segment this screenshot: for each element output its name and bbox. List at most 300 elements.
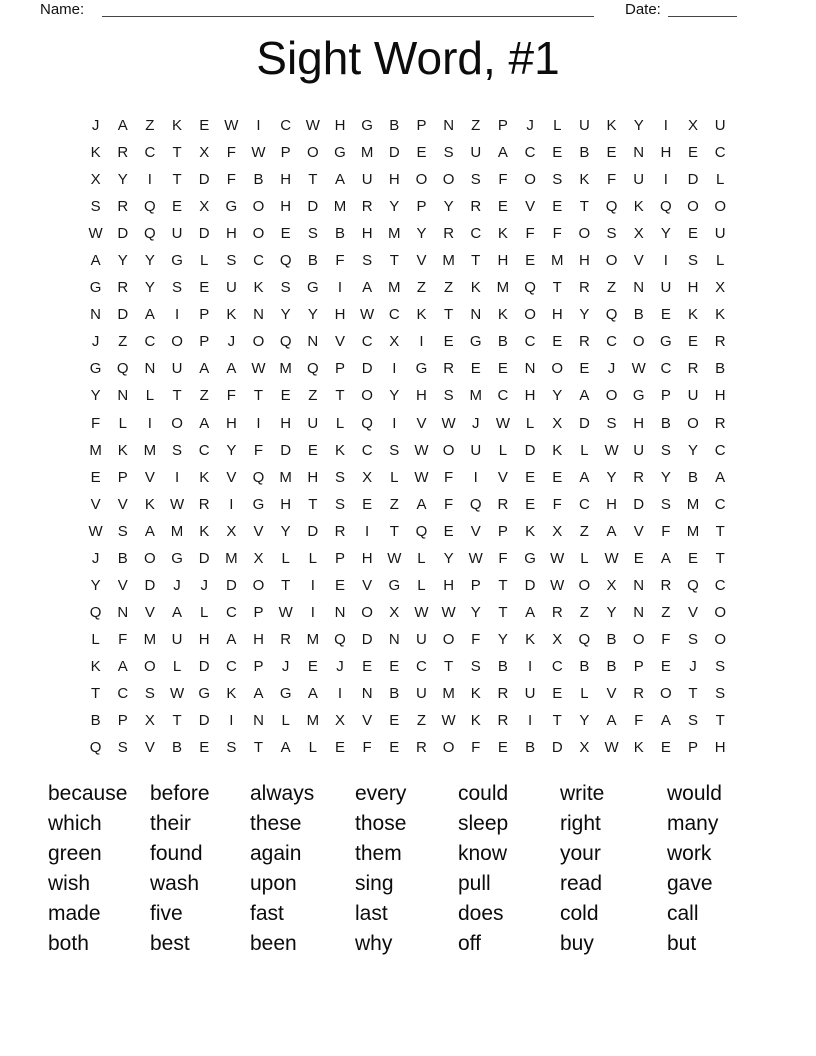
grid-cell: B bbox=[497, 657, 508, 675]
grid-cell: H bbox=[198, 630, 210, 648]
grid-cell: K bbox=[633, 739, 644, 757]
grid-cell: J bbox=[173, 576, 181, 594]
grid-cell: N bbox=[117, 603, 129, 621]
grid-cell: A bbox=[199, 414, 210, 432]
word-item: their bbox=[150, 811, 191, 835]
grid-cell: T bbox=[90, 685, 101, 702]
grid-cell: S bbox=[470, 657, 481, 675]
grid-cell: G bbox=[198, 685, 211, 702]
grid-cell: M bbox=[496, 279, 510, 297]
grid-cell: K bbox=[470, 279, 481, 297]
name-label: Name: bbox=[40, 1, 85, 18]
grid-cell: V bbox=[334, 333, 345, 351]
word-item: sleep bbox=[458, 811, 509, 835]
grid-cell: J bbox=[472, 414, 480, 432]
grid-cell: S bbox=[688, 252, 699, 270]
grid-cell: Q bbox=[89, 739, 102, 757]
grid-cell: A bbox=[307, 685, 318, 702]
grid-cell: X bbox=[90, 171, 101, 189]
grid-cell: F bbox=[335, 252, 345, 270]
grid-cell: L bbox=[145, 387, 155, 405]
grid-cell: U bbox=[524, 685, 536, 702]
grid-cell: E bbox=[199, 739, 210, 757]
grid-cell: F bbox=[661, 630, 671, 648]
grid-cell: Q bbox=[306, 360, 319, 378]
grid-cell: U bbox=[225, 279, 237, 297]
grid-cell: C bbox=[198, 441, 210, 459]
grid-cell: M bbox=[225, 549, 238, 567]
grid-cell: C bbox=[280, 117, 292, 135]
grid-cell: A bbox=[172, 603, 183, 621]
grid-cell: R bbox=[497, 495, 509, 513]
grid-cell: O bbox=[144, 657, 156, 675]
grid-cell: X bbox=[552, 414, 563, 432]
grid-cell: Q bbox=[415, 522, 428, 540]
grid-cell: K bbox=[253, 279, 264, 297]
grid-cell: W bbox=[169, 685, 185, 702]
grid-cell: O bbox=[442, 441, 455, 459]
grid-cell: R bbox=[117, 279, 129, 297]
grid-cell: D bbox=[687, 171, 699, 189]
grid-cell: E bbox=[525, 252, 536, 270]
grid-cell: T bbox=[172, 387, 182, 405]
word-item: wash bbox=[150, 871, 200, 895]
word-item: read bbox=[560, 871, 603, 895]
grid-cell: D bbox=[117, 225, 129, 243]
word-item: five bbox=[150, 901, 183, 925]
word-item: green bbox=[48, 841, 102, 865]
grid-cell: E bbox=[552, 198, 563, 216]
grid-cell: G bbox=[524, 549, 536, 567]
grid-cell: J bbox=[607, 360, 616, 378]
word-list-column bbox=[355, 779, 458, 958]
grid-cell: N bbox=[253, 306, 264, 324]
grid-cell: E bbox=[199, 279, 210, 297]
grid-cell: H bbox=[633, 414, 645, 432]
word-item: your bbox=[560, 841, 601, 865]
word-item: best bbox=[150, 931, 190, 955]
grid-cell: S bbox=[307, 225, 318, 243]
grid-cell: D bbox=[198, 225, 210, 243]
grid-cell: B bbox=[579, 144, 590, 162]
grid-cell: H bbox=[361, 549, 373, 567]
grid-cell: N bbox=[633, 279, 645, 297]
grid-cell: P bbox=[660, 387, 671, 405]
grid-cell: P bbox=[416, 117, 427, 135]
grid-cell: R bbox=[714, 333, 726, 351]
grid-cell: A bbox=[144, 306, 155, 324]
grid-cell: O bbox=[442, 739, 455, 757]
grid-cell: Y bbox=[226, 441, 237, 459]
grid-cell: S bbox=[688, 630, 699, 648]
grid-cell: X bbox=[253, 549, 264, 567]
grid-cell: B bbox=[172, 739, 183, 757]
grid-cell: F bbox=[253, 441, 264, 459]
grid-cell: Y bbox=[389, 198, 400, 216]
grid-cell: T bbox=[335, 387, 345, 405]
grid-cell: U bbox=[714, 225, 726, 243]
grid-cell: H bbox=[334, 306, 346, 324]
grid-cell: A bbox=[280, 739, 291, 757]
grid-cell: O bbox=[605, 252, 618, 270]
letter-grid bbox=[82, 112, 734, 761]
grid-cell: M bbox=[306, 630, 320, 648]
grid-cell: A bbox=[334, 171, 345, 189]
grid-cell: M bbox=[143, 441, 157, 459]
grid-cell: S bbox=[144, 685, 155, 702]
grid-cell: E bbox=[552, 685, 563, 702]
grid-cell: R bbox=[117, 198, 129, 216]
grid-cell: J bbox=[91, 117, 100, 135]
grid-cell: T bbox=[253, 739, 264, 757]
grid-cell: I bbox=[256, 117, 261, 135]
grid-cell: C bbox=[225, 657, 237, 675]
word-item: does bbox=[458, 901, 504, 925]
grid-cell: I bbox=[663, 117, 668, 135]
grid-cell: U bbox=[633, 171, 645, 189]
grid-cell: S bbox=[389, 441, 400, 459]
grid-cell: X bbox=[144, 712, 155, 730]
grid-cell: U bbox=[470, 144, 482, 162]
grid-cell: X bbox=[633, 225, 644, 243]
grid-cell: V bbox=[144, 739, 155, 757]
grid-cell: S bbox=[660, 495, 671, 513]
grid-cell: K bbox=[334, 441, 345, 459]
grid-cell: T bbox=[579, 198, 589, 216]
grid-cell: I bbox=[392, 360, 397, 378]
grid-cell: B bbox=[389, 117, 400, 135]
grid-cell: G bbox=[171, 549, 183, 567]
grid-cell: H bbox=[714, 387, 726, 405]
grid-cell: P bbox=[117, 468, 128, 486]
grid-cell: O bbox=[660, 685, 672, 702]
grid-cell: F bbox=[226, 387, 236, 405]
grid-cell: R bbox=[443, 360, 455, 378]
grid-cell: X bbox=[334, 712, 345, 730]
grid-cell: X bbox=[389, 603, 400, 621]
grid-cell: O bbox=[687, 198, 699, 216]
grid-cell: R bbox=[334, 522, 346, 540]
grid-cell: K bbox=[579, 171, 590, 189]
grid-cell: I bbox=[527, 657, 533, 675]
grid-cell: K bbox=[144, 495, 155, 513]
grid-cell: S bbox=[552, 171, 563, 189]
grid-cell: Q bbox=[687, 576, 699, 594]
grid-cell: Q bbox=[660, 198, 672, 216]
grid-cell: F bbox=[606, 171, 617, 189]
grid-cell: G bbox=[632, 387, 645, 405]
grid-cell: W bbox=[305, 117, 320, 135]
word-item: fast bbox=[250, 901, 284, 925]
grid-cell: C bbox=[714, 576, 726, 594]
grid-cell: E bbox=[660, 657, 671, 675]
grid-cell: V bbox=[470, 522, 481, 540]
grid-cell: O bbox=[687, 414, 699, 432]
grid-cell: E bbox=[280, 225, 291, 243]
puzzle-title: Sight Word, #1 bbox=[256, 32, 560, 84]
grid-cell: W bbox=[278, 603, 293, 621]
grid-cell: J bbox=[91, 549, 100, 567]
grid-cell: L bbox=[553, 117, 562, 135]
grid-cell: A bbox=[117, 117, 128, 135]
grid-cell: D bbox=[198, 657, 210, 675]
grid-cell: K bbox=[497, 306, 508, 324]
grid-cell: D bbox=[578, 414, 590, 432]
grid-cell: E bbox=[497, 198, 508, 216]
word-item: work bbox=[667, 841, 712, 865]
grid-cell: A bbox=[226, 630, 237, 648]
grid-cell: Q bbox=[469, 495, 482, 513]
grid-cell: K bbox=[525, 522, 536, 540]
grid-cell: Q bbox=[334, 630, 346, 648]
grid-cell: M bbox=[469, 387, 483, 405]
grid-cell: E bbox=[334, 576, 345, 594]
grid-cell: R bbox=[416, 739, 427, 757]
grid-cell: U bbox=[416, 630, 427, 648]
grid-cell: O bbox=[442, 630, 455, 648]
grid-cell: A bbox=[90, 252, 101, 270]
grid-cell: Q bbox=[279, 333, 292, 351]
grid-cell: Y bbox=[470, 603, 481, 621]
grid-cell: U bbox=[171, 630, 183, 648]
word-list-column bbox=[458, 779, 560, 958]
grid-cell: X bbox=[715, 279, 726, 297]
word-item: those bbox=[355, 811, 407, 835]
grid-cell: E bbox=[660, 306, 671, 324]
grid-cell: O bbox=[442, 171, 455, 189]
grid-cell: P bbox=[117, 712, 128, 730]
grid-cell: L bbox=[417, 576, 426, 594]
grid-cell: S bbox=[172, 441, 183, 459]
grid-cell: O bbox=[252, 225, 265, 243]
grid-cell: A bbox=[715, 468, 726, 486]
grid-cell: H bbox=[714, 739, 726, 757]
grid-cell: W bbox=[251, 144, 266, 162]
grid-cell: C bbox=[388, 306, 400, 324]
grid-cell: L bbox=[580, 549, 589, 567]
grid-cell: V bbox=[226, 468, 237, 486]
grid-cell: X bbox=[688, 117, 699, 135]
grid-cell: A bbox=[525, 603, 536, 621]
grid-cell: O bbox=[306, 144, 319, 162]
grid-cell: F bbox=[525, 225, 535, 243]
grid-cell: A bbox=[497, 144, 508, 162]
word-list bbox=[48, 779, 722, 958]
grid-cell: D bbox=[388, 144, 400, 162]
grid-cell: K bbox=[552, 441, 563, 459]
grid-cell: W bbox=[88, 522, 103, 540]
grid-cell: O bbox=[524, 171, 536, 189]
grid-cell: L bbox=[308, 739, 317, 757]
grid-cell: E bbox=[307, 441, 318, 459]
grid-cell: L bbox=[335, 414, 345, 432]
grid-cell: R bbox=[470, 198, 482, 216]
grid-cell: M bbox=[360, 144, 374, 162]
grid-cell: H bbox=[443, 576, 455, 594]
grid-cell: K bbox=[90, 657, 101, 675]
grid-cell: B bbox=[688, 468, 699, 486]
grid-cell: P bbox=[688, 739, 699, 757]
grid-cell: W bbox=[224, 117, 239, 135]
grid-cell: Q bbox=[279, 252, 292, 270]
grid-cell: W bbox=[414, 468, 429, 486]
grid-cell: O bbox=[361, 387, 373, 405]
grid-cell: L bbox=[118, 414, 127, 432]
grid-cell: A bbox=[606, 712, 617, 730]
grid-cell: T bbox=[444, 306, 454, 324]
grid-cell: Y bbox=[389, 387, 400, 405]
grid-cell: E bbox=[688, 144, 699, 162]
grid-cell: O bbox=[171, 333, 183, 351]
grid-cell: R bbox=[361, 198, 373, 216]
grid-cell: T bbox=[688, 685, 698, 702]
grid-cell: S bbox=[226, 252, 237, 270]
grid-cell: H bbox=[280, 414, 292, 432]
grid-cell: K bbox=[470, 685, 481, 702]
grid-cell: R bbox=[117, 144, 129, 162]
grid-cell: R bbox=[714, 414, 726, 432]
grid-cell: J bbox=[200, 576, 208, 594]
grid-cell: O bbox=[714, 198, 726, 216]
grid-cell: M bbox=[388, 225, 401, 243]
grid-cell: S bbox=[715, 657, 726, 675]
grid-cell: E bbox=[497, 739, 508, 757]
grid-cell: W bbox=[550, 549, 565, 567]
grid-cell: I bbox=[365, 522, 370, 540]
grid-cell: S bbox=[117, 739, 128, 757]
grid-cell: S bbox=[606, 225, 617, 243]
grid-cell: C bbox=[551, 657, 563, 675]
grid-cell: V bbox=[633, 252, 644, 270]
grid-cell: T bbox=[498, 576, 508, 594]
grid-cell: P bbox=[334, 360, 345, 378]
grid-cell: W bbox=[631, 360, 646, 378]
grid-cell: U bbox=[416, 685, 427, 702]
grid-cell: H bbox=[606, 495, 617, 513]
name-blank-line bbox=[102, 1, 594, 17]
grid-cell: Z bbox=[444, 279, 454, 297]
grid-cell: I bbox=[337, 279, 343, 297]
grid-cell: L bbox=[390, 468, 399, 486]
grid-cell: Q bbox=[605, 306, 618, 324]
grid-cell: A bbox=[117, 657, 128, 675]
grid-cell: S bbox=[334, 495, 345, 513]
grid-cell: P bbox=[470, 576, 481, 594]
grid-cell: Y bbox=[90, 387, 101, 405]
word-item: been bbox=[250, 931, 297, 955]
grid-cell: I bbox=[527, 712, 533, 730]
grid-cell: Q bbox=[578, 630, 591, 648]
grid-cell: E bbox=[606, 144, 617, 162]
grid-cell: G bbox=[660, 333, 672, 351]
grid-cell: T bbox=[281, 576, 291, 594]
grid-cell: D bbox=[524, 441, 536, 459]
word-item: because bbox=[48, 782, 128, 805]
grid-cell: L bbox=[308, 549, 317, 567]
grid-cell: B bbox=[606, 630, 617, 648]
word-item: right bbox=[560, 811, 601, 835]
grid-cell: Y bbox=[443, 198, 454, 216]
grid-cell: H bbox=[497, 252, 509, 270]
grid-cell: N bbox=[633, 576, 645, 594]
grid-cell: E bbox=[552, 333, 563, 351]
grid-cell: S bbox=[362, 252, 373, 270]
grid-cell: C bbox=[714, 441, 726, 459]
grid-cell: J bbox=[227, 333, 236, 351]
grid-cell: O bbox=[714, 603, 726, 621]
grid-cell: T bbox=[172, 171, 182, 189]
grid-cell: W bbox=[441, 603, 456, 621]
word-item: cold bbox=[560, 901, 599, 925]
grid-cell: Y bbox=[606, 468, 617, 486]
grid-cell: G bbox=[469, 333, 482, 351]
grid-cell: K bbox=[633, 198, 644, 216]
grid-cell: K bbox=[416, 306, 427, 324]
grid-cell: O bbox=[605, 387, 618, 405]
grid-cell: F bbox=[90, 414, 101, 432]
grid-cell: L bbox=[417, 549, 426, 567]
grid-cell: H bbox=[225, 225, 237, 243]
grid-cell: G bbox=[279, 685, 292, 702]
grid-cell: R bbox=[578, 333, 590, 351]
grid-cell: T bbox=[552, 712, 562, 730]
grid-cell: X bbox=[199, 144, 210, 162]
grid-cell: K bbox=[172, 117, 183, 135]
grid-cell: E bbox=[660, 739, 671, 757]
grid-cell: T bbox=[444, 657, 454, 675]
word-item: always bbox=[250, 782, 315, 805]
grid-cell: V bbox=[497, 468, 508, 486]
grid-cell: E bbox=[688, 549, 699, 567]
grid-cell: N bbox=[253, 712, 264, 730]
grid-cell: C bbox=[714, 144, 726, 162]
grid-cell: H bbox=[551, 306, 563, 324]
grid-cell: Q bbox=[252, 468, 265, 486]
grid-cell: A bbox=[606, 522, 617, 540]
grid-cell: H bbox=[225, 414, 237, 432]
grid-cell: O bbox=[578, 576, 591, 594]
grid-cell: I bbox=[337, 685, 343, 702]
grid-cell: K bbox=[226, 685, 237, 702]
grid-cell: W bbox=[604, 739, 619, 757]
grid-cell: Z bbox=[118, 333, 128, 351]
grid-cell: C bbox=[361, 333, 373, 351]
grid-cell: K bbox=[688, 306, 699, 324]
grid-cell: R bbox=[443, 225, 455, 243]
grid-cell: L bbox=[200, 252, 209, 270]
word-list-column bbox=[667, 779, 722, 958]
grid-cell: I bbox=[256, 414, 261, 432]
grid-cell: E bbox=[688, 225, 699, 243]
grid-cell: I bbox=[147, 171, 152, 189]
grid-cell: G bbox=[252, 495, 265, 513]
grid-cell: K bbox=[199, 522, 210, 540]
grid-cell: D bbox=[280, 441, 292, 459]
grid-cell: O bbox=[551, 360, 564, 378]
word-item: last bbox=[355, 901, 388, 925]
grid-cell: V bbox=[362, 576, 373, 594]
grid-cell: Z bbox=[308, 387, 318, 405]
grid-cell: L bbox=[498, 441, 508, 459]
grid-cell: P bbox=[253, 657, 264, 675]
grid-cell: Y bbox=[497, 630, 508, 648]
grid-cell: R bbox=[280, 630, 292, 648]
grid-cell: C bbox=[524, 144, 536, 162]
grid-cell: E bbox=[172, 198, 183, 216]
grid-cell: B bbox=[90, 712, 101, 730]
grid-cell: N bbox=[144, 360, 156, 378]
grid-cell: B bbox=[579, 657, 590, 675]
